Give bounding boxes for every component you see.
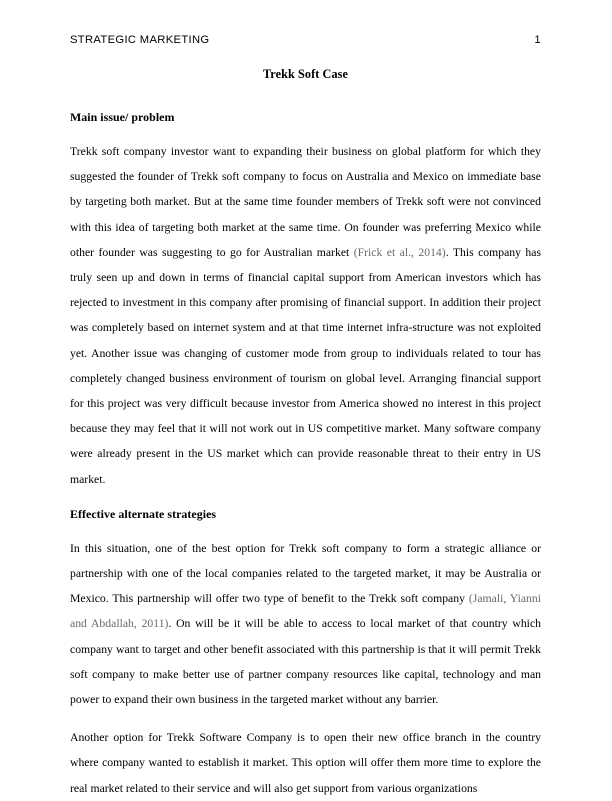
paragraph-text-segment: In this situation, one of the best option for Trekk soft company to form a strategic alliance or partnership with one of the local companies related to the targeted market, it may be Australia or Mexico. This partnership will offer two type of benefit to the Trekk soft company — [70, 541, 541, 606]
paragraph-strategies-one — [70, 536, 541, 712]
citation-jamali-2011: (Jamali, Yianni and Abdallah, 2011) — [70, 592, 541, 631]
document-body — [70, 62, 541, 801]
section-heading-main-issue: Main issue/ problem — [70, 110, 175, 124]
document-title: Trekk Soft Case — [262, 67, 348, 81]
paragraph-text-segment: . On will be it will be able to access to local market of that country which company want to target and other benefit associated with this partnership is that it will permit Trekk soft company to make better use of partner company resources like capital, technology and man power to expand their own business in the targeted market without any barrier. — [70, 617, 541, 707]
citation-frick-2014: (Frick et al., 2014) — [353, 245, 446, 259]
page-number: 1 — [534, 34, 541, 46]
paragraph-text-segment: Trekk soft company investor want to expanding their business on global platform for which they suggested the founder of Trekk soft company to focus on Australia and Mexico on immediate base by targeting both market. But at the same time founder members of Trekk soft were not convinced with this idea of targeting both market at the same time. On founder was preferring Mexico while other founder was suggesting to go for Australian market — [70, 145, 541, 259]
section-heading-effective-alternate-strategies: Effective alternate strategies — [70, 506, 217, 521]
paragraph-main-issue — [70, 139, 541, 492]
header-title: STRATEGIC MARKETING — [70, 34, 210, 46]
paragraph-text-segment: . This company has truly seen up and down in terms of financial capital support from American investors which has rejected to investment in this company after promising of financial support. In addition their project was completely based on internet system and at that time internet infra-structure was not exploited yet. Another issue was changing of customer mode from group to individuals related to tour has completely changed business environment of tourism on global level. Arranging financial support for this project was very difficult because investor from America showed no interest in this project because they may feel that it will not work out in US competitive market. Many software company were already present in the US market which can provide reasonable threat to their entry in US market. — [70, 245, 542, 486]
paragraph-strategies-two: Another option for Trekk Software Company is to open their new office branch in the country where company wanted to establish it market. This option will offer them more time to explore the real market related to their service and will also get support from various organizations — [70, 731, 541, 795]
running-header — [70, 33, 541, 47]
